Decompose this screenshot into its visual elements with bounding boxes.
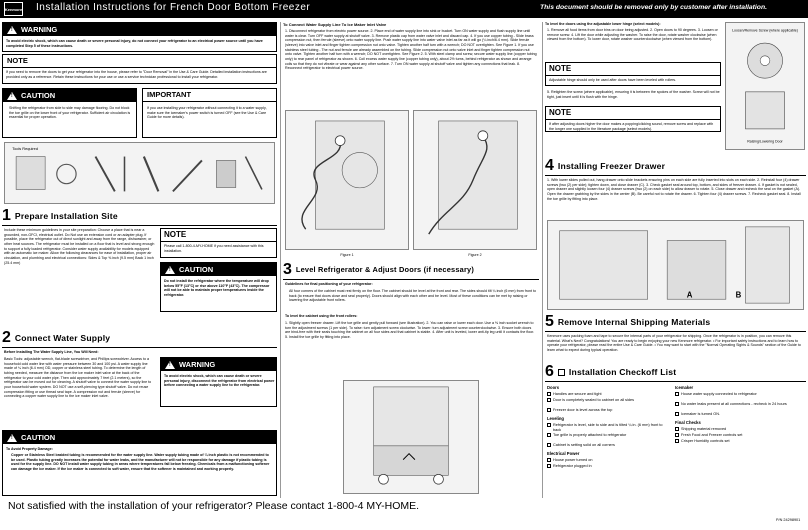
checkoff-list [547,385,804,495]
step2-number: 2 [2,329,11,346]
step5-rule [545,331,806,332]
note-text: If you need to remove the doors to get your refrigerator into the house, please refer to "Door Removal" in the Use & Care Guide. Detailed installation instructions are provided only as a reference. Retain these instructions for your use or use a service technician professional to install your refrigerator. [6,70,267,79]
checkbox-icon[interactable] [675,433,679,437]
checklist-item[interactable] [547,392,669,397]
step2-title: Connect Water Supply [14,332,111,343]
step1-note-box [160,228,277,258]
hinge-figure-label-2: Raising/Lowering Door [747,139,783,144]
step1-note-text: Please call 1-800-4-MY-HOME if you need assistance with this installation. [164,244,264,253]
step2-caution-text: Copper or Stainless Steel braided tubing is recommended for the water supply line. Water supply tubing made of ¼ inch plastic is not recommended to be used. Plastic tubing greatly increases the potential for water leaks, and the manufacturer will not be responsible for any damage if plastic tubing is used for the supply line. DO NOT install water supply tubing in areas where temperatures fall below freezing. Chemicals from a malfunctioning softener can damage the ice maker. If the ice maker is connected to soft water, ensure that the softener is maintained and working properly. [11,453,270,472]
caution-header [3,89,136,102]
hinge-steps-continued: 5. Retighten the screw (where applicable), ensuring it is between the spokes of the washer. Screw will not be tight, just insert until it is flush with the hinge. [547,90,720,99]
step3-number: 3 [283,261,292,278]
checklist-item[interactable] [547,408,669,413]
checklist-item-label: House water supply connected to refrigerator [681,392,757,396]
step1-rule [2,225,277,226]
step2-warning-icon [165,361,175,369]
hinge-note-text: Adjustable hinge should only be used after doors have been leveled with rollers. [549,78,677,82]
svg-text:B: B [735,290,742,300]
step2-warning-box [160,357,277,407]
figure-2-drawing [414,111,536,249]
checkbox-icon[interactable] [547,433,551,437]
step6-title: Installation Checkoff List [568,366,677,377]
warning-text: To avoid electric shock, which can cause death or severe personal injury, do not connect your refrigerator to an electrical power source until you have completed Step 5 of these instructions. [6,39,263,48]
step2-heading [2,330,110,346]
hinge-note-title: NOTE [546,63,720,76]
checklist-item[interactable] [547,433,669,438]
checkbox-icon[interactable] [547,423,551,427]
leveling-drawing [344,381,478,493]
caution-box [2,88,137,138]
step1-caution-icon [165,266,175,274]
step2-warning-title: WARNING [179,359,216,369]
warning-header [3,23,276,36]
step1-note-title: NOTE [161,229,276,242]
column-right [545,22,806,498]
checkbox-icon[interactable] [547,408,551,412]
figure-1-illustration [285,110,409,250]
important-header [143,89,276,102]
document-title: Installation Instructions for French Door Bottom Freezer [36,2,311,13]
important-title: IMPORTANT [147,90,192,100]
step1-title: Prepare Installation Site [14,210,118,221]
checklist-item[interactable] [675,427,797,432]
checklist-item-label: Refrigerator plugged in [553,464,592,468]
water-valve-steps: 1. Disconnect refrigerator from electric power source. 2. Place end of water supply line into sink or bucket. Turn ON water supply and flush supply line until water is clear. Turn OFF water supply at shutoff valve. 3. Remove plastic cap from water valve inlet and discard cap. 4. If you use copper tubing - Slide brass compression nut, then ferrule (sleeve) onto water supply line. Push water supply line into water valve inlet as far as it will go (¼ inch/6.4 mm). Slide ferrule (sleeve) into valve inlet and finger tighten compression nut onto valve. Tighten another half turn with a wrench; DO NOT overtighten. See Figure 1. If you use stainless steel tubing - The nut and ferrule are already assembled on the tubing. Slide compression nut onto valve inlet and finger tighten compression nut onto valve. Tighten another half turn with a wrench; DO NOT overtighten. See Figure 2. 5. With steel clamp and screw, secure water supply line (copper tubing only) to rear panel of refrigerator as shown. 6. Coil excess water supply line (copper tubing only), about 2½ turns, behind refrigerator as shown and arrange coils so that they do not vibrate or wear against any other surface. 7. Turn ON water supply at shutoff valve and tighten any connections that leak. 8. Reconnect refrigerator to electrical power source. [285,29,537,71]
step4-number: 4 [545,157,554,174]
step1-caution-box [160,262,277,312]
figure-1-drawing [286,111,408,249]
positioning-guidelines: All four corners of the cabinet must rest firmly on the floor. The cabinet should be level at the front and rear. The sides should tilt ¼ inch (6 mm) from front to back (to ensure that doors close and seal properly). Doors should align with each other and be level. Most of these conditions can be met by raising or lowering the adjustable front rollers. [289,289,536,303]
checklist-item-label: Cabinet is setting solid on all corners [553,443,615,447]
checklist-item[interactable] [547,443,669,448]
step2-subheading: Before Installing The Water Supply Line, You Will Need: [4,350,99,354]
step2-caution-title: CAUTION [21,432,56,442]
warning-title: WARNING [21,24,58,34]
checkbox-icon[interactable] [547,392,551,396]
checklist-item[interactable] [547,398,669,403]
step2-caution-subheading: To Avoid Property Damage: [6,447,53,451]
step2-text: Basic Tools: adjustable wrench, flat-blade screwdriver, and Phillips screwdriver. Access to a household cold water line with water pressure between 30 and 100 psi. A water supply line made of ¼ inch (6.4 mm) OD, copper or stainless steel tubing. To determine the length of tubing needed, measure the distance from the ice maker inlet valve at the back of the refrigerator to your cold water pipe. Then add approximately 7 feet (2.1 meters), so the refrigerator can be moved out for cleaning. A shutoff valve to connect the water supply line to your household water system. DO NOT use a self-piercing type shutoff valve. Do not reuse compression fitting or use thread seal tape. A compression nut and ferrule (sleeve) for connecting a copper water supply line to the ice maker inlet valve. [4,357,152,399]
step3-heading [283,262,474,278]
step1-caution-text: Do not install the refrigerator where the temperature will drop below 55°F (13°C) or rise above 110°F (43°C). The compressor will not be able to maintain proper temperatures inside the refrigerator. [164,279,270,298]
hinge-illustration [725,22,805,150]
checklist-item-label: Handles are secure and tight [553,392,602,396]
checklist-group-heading: Leveling [547,416,564,421]
checkbox-icon[interactable] [675,427,679,431]
step4-text: 1. With lower slides pulled out, hang drawer onto slide brackets ensuring pins on each side are fully inserted into slots on each side. 2. Reinstall four (4) drawer screws (two (2) per side); tighten down, and close drawer (C). 3. Check gasket seal around top, bottom, and sides of freezer drawer. 4. If gasket is not sealed, open drawer and slightly loosen four (4) drawer screws (two (2) on each side) to allow drawer to rotate. 5. Close drawer and recheck the seal on the gasket (A). Open the drawer grabbing by the sides in the center (B). Be careful not to rotate the drawer. 6. Tighten four (4) drawer screws. 7. Recheck gasket seal. 8. Install the toe grille by fitting into place. [547,178,801,201]
step5-title: Remove Internal Shipping Materials [557,316,711,327]
checkbox-icon[interactable] [675,412,679,416]
figure-1-caption: Figure 1 [340,253,354,257]
column-divider [280,22,281,498]
step1-caution-header [161,263,276,276]
hinge-note2-title: NOTE [546,107,720,120]
brand-logo: Kenmore [4,2,23,16]
note-title: NOTE [7,56,28,66]
checklist-item-label: Freezer door is level across the top [553,408,613,412]
checklist-item-label: Shipping material removed [681,427,727,431]
checklist-group-heading: Final Checks [675,420,701,425]
tools-drawing [5,143,274,203]
drawer-drawing [548,221,803,309]
checklist-item[interactable] [547,464,669,469]
checklist-item[interactable] [675,412,797,417]
checkbox-icon[interactable] [675,439,679,443]
column-middle [283,22,539,498]
step2-rule [2,347,277,348]
hinge-note2-box [545,106,721,132]
hinge-heading: To level the doors using the adjustable lower hinge (select models): [545,22,661,26]
removal-note: This document should be removed only by customer after installation. [540,4,767,11]
step2-warning-header [161,358,276,371]
checkbox-icon[interactable] [675,402,679,406]
checkbox-icon[interactable] [547,464,551,468]
step1-heading [2,208,118,224]
important-box [142,88,277,138]
caution-icon [7,92,17,100]
step3-title: Level Refrigerator & Adjust Doors (if necessary) [295,265,475,275]
tools-caption: Tools Required [12,145,38,151]
figure-2-caption: Figure 2 [468,253,482,257]
step2-caution-icon [7,434,17,442]
checklist-group-heading: Electrical Power [547,451,580,456]
step6-rule [545,381,806,382]
checklist-group-heading: Doors [547,385,560,390]
hinge-steps: 1. Remove all food items from door bins on door being adjusted. 2. Open doors to 90 degrees. 3. Loosen or remove screw. 4. Lift the door while adjusting the washer. To raise the door, rotate washer clockwise (when viewed from the bottom). To lower door, rotate washer counterclockwise (when viewed from the bottom). [547,28,718,42]
warning-icon [7,26,17,34]
checklist-item-label: Fresh Food and Freezer controls set [681,433,743,437]
step1-text: Include these minimum guidelines in your site preparation: Choose a place that is near a grounded, non-GFCI, electrical outlet. Do Not use an extension cord or an adapter plug. If possible, place the refrigerator out of direct sunlight and away from the range, dishwasher, or other heat sources. The refrigerator must be installed on a floor that is level and strong enough to support a fully loaded refrigerator. Consider water supply availability for models equipped with an automatic ice maker. Allow the following clearances for ease of installation, proper air circulation, and plumbing and electrical connections: Sides & Top ⅜ inch (9.5 mm) Back 1 inch (25.4 mm) [4,228,155,265]
checkbox-icon[interactable] [675,392,679,396]
hinge-note-box [545,62,721,86]
step2-caution-header [3,431,276,444]
step6-heading [545,364,676,380]
step5-heading [545,314,710,330]
step3-rule [283,279,539,280]
step2-warning-text: To avoid electric shock, which can cause death or severe personal injury, disconnect the refrigerator from electrical power before connecting a water supply line to the refrigerator. [164,374,275,388]
checkbox-icon [558,369,565,376]
important-text: If you use installing your refrigerator without connecting it to a water supply, make sure the icemaker's power switch is turned OFF (see the Use & Care Guide for more details). [147,106,267,120]
leveling-illustration [343,380,479,494]
step4-title: Installing Freezer Drawer [557,160,666,171]
positioning-heading: Guidelines for final positioning of your refrigerator: [285,282,373,286]
tools-illustration [4,142,275,204]
footer-contact: Not satisfied with the installation of your refrigerator? Please contact 1-800-4 MY-HOME. [8,500,420,512]
level-rollers-steps: 1. Slightly open freezer drawer. Lift the toe grille and gently pull forward (see illustration). 2. You can raise or lower each door. Use a ⅜ inch socket wrench to turn the adjustment screws (1 per side). To raise: turn adjustment screw clockwise. To lower: turn adjustment screw counterclockwise. 3. Ensure both doors are bind-free with their seals touching the cabinet on all four sides and that cabinet is stable. 4. After unit is leveled, lower anti-tip leg until it contacts the floor. 5. Install the toe grille by fitting into place. [285,321,535,340]
note-box [2,54,277,84]
checklist-item[interactable] [547,423,669,432]
step1-caution-title: CAUTION [179,264,214,274]
checklist-item-label: Toe grille is properly attached to refrigerator [553,433,627,437]
checklist-group-heading: Icemaker [675,385,694,390]
warning-box [2,22,277,52]
checklist-item-label: Icemaker is turned ON. [681,412,721,416]
checkbox-icon[interactable] [547,443,551,447]
column-divider [542,22,543,498]
checklist-item-label: No water leaks present at all connections - recheck in 24 hours [681,402,787,406]
part-number: P/N 24298901 [776,518,801,522]
drawer-illustration [547,220,804,310]
step5-text: Kenmore uses packing foam and tape to secure the internal parts of your refrigerator for shipping. Once the refrigerator is in position, you can remove this material. What's Next? Congratulations! You are ready to begin enjoying your new Kenmore refrigerator. • For important safety instructions and to learn how to operate your refrigerator, please read the entire Use & Care Guide. • You may want to start with the "Normal Operating Sights & Sounds" section of the Guide to learn what to expect during typical operation. [547,334,801,353]
checklist-item[interactable] [675,392,797,397]
step4-heading [545,158,665,174]
figure-2-illustration [413,110,537,250]
checklist-item-label: Refrigerator is level, side to side and is tilted ¼ in. (6 mm) front to back [553,423,663,432]
caution-title: CAUTION [21,90,56,100]
step2-caution-box [2,430,277,496]
checklist-item-label: House power turned on [553,458,593,462]
step6-number: 6 [545,363,554,380]
checklist-item-label: Crisper Humidity controls set [681,439,730,443]
step1-number: 1 [2,207,11,224]
checklist-item[interactable] [675,433,797,438]
checklist-item[interactable] [675,439,797,444]
checklist-item[interactable] [675,402,797,407]
step4-rule [545,175,806,176]
checkbox-icon[interactable] [547,458,551,462]
checklist-item-label: Door is completely sealed to cabinet on all sides [553,398,635,402]
header-bar [0,0,808,18]
hinge-figure-label: Loosen/Remove Screw (where applicable) [732,28,798,33]
svg-text:A: A [686,290,693,300]
note-header [3,55,276,68]
column-left [2,22,277,498]
hinge-drawing [726,23,804,149]
caution-text: Shifting the refrigerator from side to side may damage flooring. Do not block the toe grille on the lower front of your refrigerator. Sufficient air circulation is essential for proper operation. [9,106,131,120]
step5-number: 5 [545,313,554,330]
checklist-item[interactable] [547,458,669,463]
hinge-note2-text: If after adjusting doors higher the door makes a popping/clicking sound, remove screw and replace with the longer one supplied in the literature package (select models). [549,122,714,131]
level-rollers-heading: To level the cabinet using the front rollers: [285,314,358,318]
water-valve-heading: To Connect Water Supply Line To Ice Maker Inlet Valve [283,22,387,27]
checkbox-icon[interactable] [547,398,551,402]
